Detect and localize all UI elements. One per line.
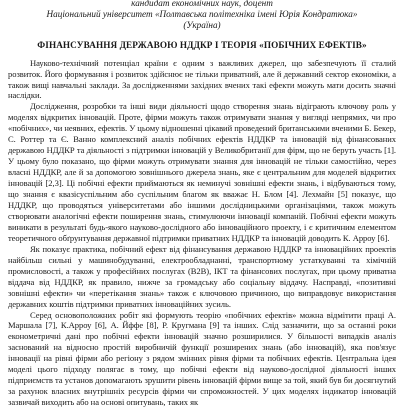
country-line: (Україна) bbox=[183, 20, 221, 31]
body-text bbox=[8, 58, 396, 408]
author-affiliation bbox=[8, 0, 396, 32]
author-degree-line: кандидат економічних наук, доцент bbox=[131, 0, 273, 8]
paragraph: Науково-технічний потенціал країни є одним з важливих джерел, що забезпечують її сталий розвиток. Його формування і розвиток здійснює не тільки приватний, але й державний сектор економіки, а також вищі навчальні заклади. За дослідженнями західних вчених такі ефекти можуть мати досить значні наслідки. bbox=[8, 57, 396, 101]
paragraph: Як показує практика, побічний ефект від фінансування державою НДДКР та інноваційних проектів найбільш сильні у машинобудуванні, електрообладнанні, транспортному устаткуванні та хімічній промисловості, а також у професійних послугах (В2В), ІКТ та фінансових послугах, при цьому приватна віддача від НДДКР, як правило, нижче за громадську або соціальну віддачу. Насправді, «позитивні зовнішні ефекти» чи «перетікання знань» також є ключовою причиною, що виправдовує використання державних коштів підтримки приватних інноваційних зусиль. bbox=[8, 243, 396, 309]
paragraph: Дослідження, розробки та інші види діяльності щодо створення знань відіграють ключову роль у моделях відкритих інновацій. Проте, фірми можуть також отримувати знання у вигляді непрямих, чи про «побічних», чи неявних, ефектів. У цьому відношенні цікавий проведений британськими вченими Б. Бекер, С. Роттер та Є. Ванно комплексний аналіз побічних ефектів НДДКР та інновацій від фінансованих державою НДДКР та діяльності з підтримки інновацій у Великобританії для фірм, що не беруть участь [1]. У цьому було показано, що фірми можуть отримувати знання для інновацій не тільки самостійно, через власні НДДКР, але й за допомогою зовнішнього джерела знань, яке є центральним для моделей відкритих інновацій [2,3]. Ці побічні ефекти приймаються як неминучі зовнішні ефекти знань, і відбуваються тому, що знання є квазісуспільним або суспільним благом як вважає Н. Блом [4]. Лехмайн [5] показує, що НДДКР, що проводяться університетами або іншими дослідницькими організаціями, також можуть створювати аналогічні ефекти поширення знань, стимулюючи інновації компаній. Побічні ефекти можуть виникати в результаті будь-якого науково-дослідного або інноваційного проекту, і є критичним елементом теоретичного обґрунтування державної підтримки приватних НДДКР та інновацій доводить К. Арроу [6]. bbox=[8, 101, 396, 243]
affiliation-line: Національний університет «Полтавська політехніка імені Юрія Кондратюка» bbox=[46, 9, 358, 20]
paper-title: ФІНАНСУВАННЯ ДЕРЖАВОЮ НДДКР І ТЕОРІЯ «ПОБІЧНИХ ЕФЕКТІВ» bbox=[37, 39, 367, 50]
paper-page bbox=[8, 0, 396, 408]
paragraph: Серед основоположних робіт які формують теорію «побічних ефектів» можна відмітити праці А. Маршала [7], К.Арроу [6], А. Йффе [8], Р. Кругмана [9] та інших. Слід зазначити, що за останні роки економетричні дані про побічні ефекти інновацій значно розширилися. У більшості випадків аналіз заснований на відносно простій виробничій функції розширених знань (або інновацій), яка пов'язує інновації на рівні фірми або регіону з рядом змінних рівня фірми та побічних ефектів. Центральна ідея моделі цього підходу полягає в тому, що побічні ефекти від науково-дослідної діяльності інших підприємств та установ допомагають зрушити рівень інновацій фірми вище за той, який був би досягнутий за рахунок власних внутрішніх ресурсів фірми чи спроможностей. У цих моделях індикатор інновацій зазвичай виходить або на основі опитувань, таких як bbox=[8, 309, 396, 408]
